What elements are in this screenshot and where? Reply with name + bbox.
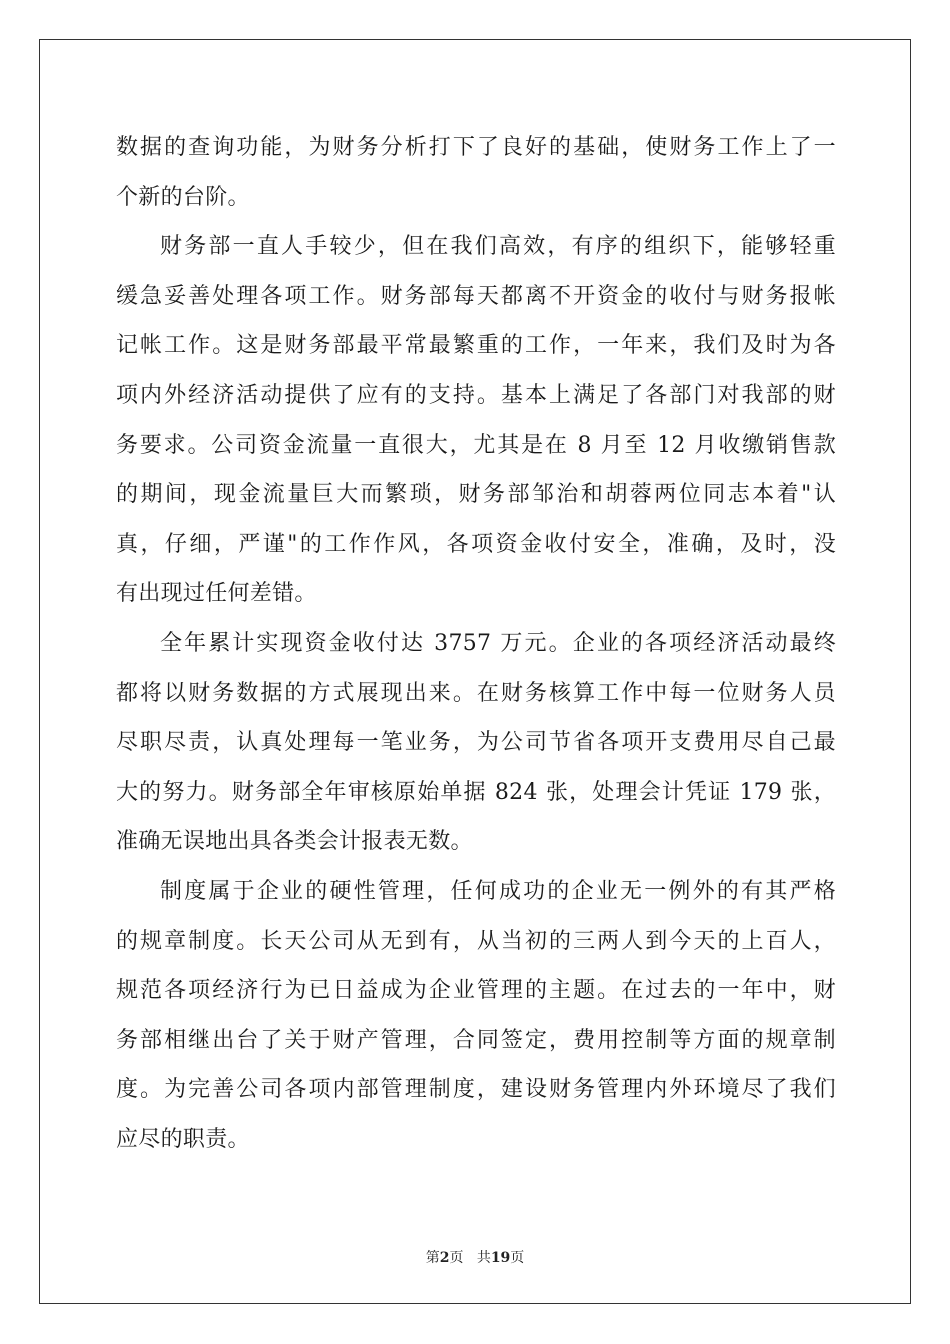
paragraph-line: 应尽的职责。 [116,1126,250,1152]
paragraph-line: 尽职尽责，认真处理每一笔业务，为公司节省各项开支费用尽自己最 [116,730,836,756]
paragraph-line: 全年累计实现资金收付达 3757 万元。企业的各项经济活动最终 [160,630,836,656]
paragraph-line: 有出现过任何差错。 [116,581,317,607]
total-page-number: 19 [490,1250,511,1266]
paragraph-line: 真，仔细，严谨"的工作作风，各项资金收付安全，准确，及时，没 [116,531,836,557]
page-label-unit: 页 [449,1250,464,1266]
paragraph-line: 准确无误地出具各类会计报表无数。 [116,829,473,855]
total-label-unit: 页 [510,1250,525,1266]
paragraph-line: 的规章制度。长天公司从无到有，从当初的三两人到今天的上百人， [116,928,836,954]
paragraph [116,123,836,222]
paragraph-line: 的期间，现金流量巨大而繁琐，财务部邹治和胡蓉两位同志本着"认 [116,482,836,508]
paragraph-line: 财务部一直人手较少，但在我们高效，有序的组织下，能够轻重 [160,234,836,260]
paragraph-line: 个新的台阶。 [116,184,250,210]
page-label-prefix: 第 [425,1250,440,1266]
paragraph-line: 项内外经济活动提供了应有的支持。基本上满足了各部门对我部的财 [116,382,836,408]
page-footer [0,1247,950,1267]
paragraph-line: 务要求。公司资金流量一直很大，尤其是在 8 月至 12 月收缴销售款 [116,432,836,458]
current-page-number: 2 [439,1250,450,1266]
paragraph-line: 都将以财务数据的方式展现出来。在财务核算工作中每一位财务人员 [116,680,836,706]
paragraph-line: 缓急妥善处理各项工作。财务部每天都离不开资金的收付与财务报帐 [116,283,836,309]
paragraph-line: 规范各项经济行为已日益成为企业管理的主题。在过去的一年中，财 [116,978,836,1004]
paragraph [116,867,836,1165]
paragraph-line: 数据的查询功能，为财务分析打下了良好的基础，使财务工作上了一 [116,135,836,160]
paragraph-line: 制度属于企业的硬性管理，任何成功的企业无一例外的有其严格 [160,878,836,904]
paragraph [116,222,836,619]
document-body [116,123,836,1164]
paragraph-line: 大的努力。财务部全年审核原始单据 824 张，处理会计凭证 179 张， [116,779,836,805]
paragraph-line: 度。为完善公司各项内部管理制度，建设财务管理内外环境尽了我们 [116,1077,836,1103]
paragraph-line: 务部相继出台了关于财产管理，合同签定，费用控制等方面的规章制 [116,1027,836,1053]
total-label-prefix: 共 [476,1250,491,1266]
paragraph [116,619,836,867]
paragraph-line: 记帐工作。这是财务部最平常最繁重的工作，一年来，我们及时为各 [116,333,836,359]
